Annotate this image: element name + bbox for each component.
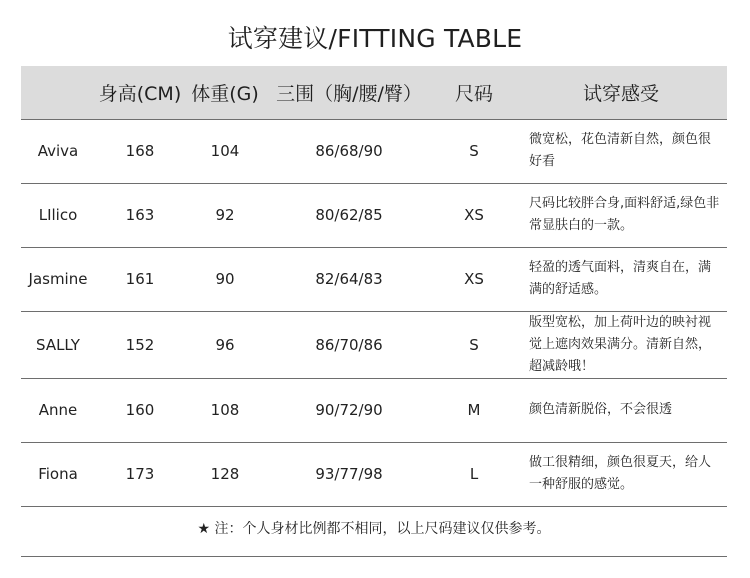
cell-weight: 96 <box>215 335 235 354</box>
table-row <box>21 378 727 442</box>
cell-size: L <box>469 465 479 483</box>
cell-measurements: 80/62/85 <box>315 206 383 224</box>
cell-size: M <box>467 401 481 419</box>
header-height: 身高(CM) <box>98 82 182 105</box>
cell-name: Anne <box>38 401 78 419</box>
cell-name: SALLY <box>36 335 80 354</box>
cell-measurements: 86/68/90 <box>265 119 433 183</box>
cell-height: 168 <box>95 119 185 183</box>
cell-size: S <box>469 335 479 354</box>
fitting-table-container <box>21 66 727 507</box>
cell-weight: 108 <box>210 401 240 419</box>
cell-weight: 128 <box>210 465 240 483</box>
table-row <box>21 119 727 183</box>
table-header-row <box>21 66 727 119</box>
header-feedback: 试穿感受 <box>582 82 659 105</box>
footnote: ★ 注：个人身材比例都不相同，以上尺码建议仅供参考。 <box>21 503 727 557</box>
cell-name: Aviva <box>21 119 95 183</box>
table-row <box>21 311 727 378</box>
header-weight: 体重(G) <box>191 82 259 105</box>
cell-feedback: 尺码比较胖合身,面料舒适,绿色非常显肤白的一款。 <box>529 196 720 233</box>
cell-size: XS <box>464 206 484 224</box>
header-name <box>21 66 95 119</box>
cell-measurements: 86/70/86 <box>315 335 383 354</box>
cell-height: 173 <box>125 465 155 483</box>
cell-measurements: 82/64/83 <box>315 270 383 288</box>
fitting-table <box>21 66 727 507</box>
cell-height: 161 <box>125 270 155 288</box>
cell-feedback: 做工很精细，颜色很夏天，给人一种舒服的感觉。 <box>529 455 712 492</box>
cell-height: 160 <box>125 401 155 419</box>
cell-measurements: 90/72/90 <box>315 401 383 419</box>
cell-height: 163 <box>125 206 155 224</box>
table-row <box>21 442 727 506</box>
cell-height: 152 <box>125 335 155 354</box>
table-row <box>21 247 727 311</box>
cell-size: S <box>433 119 515 183</box>
header-size: 尺码 <box>454 82 493 105</box>
cell-feedback: 轻盈的透气面料，清爽自在，满满的舒适感。 <box>529 260 712 297</box>
cell-weight: 104 <box>185 119 265 183</box>
cell-feedback: 微宽松，花色清新自然，颜色很好看 <box>515 119 727 183</box>
cell-size: XS <box>464 270 484 288</box>
cell-name: Fiona <box>38 465 78 483</box>
header-measurements: 三围（胸/腰/臀） <box>276 82 422 105</box>
cell-measurements: 93/77/98 <box>315 465 383 483</box>
cell-feedback: 颜色清新脱俗，不会很透 <box>529 402 673 417</box>
cell-feedback: 版型宽松，加上荷叶边的映衬视觉上遮肉效果满分。清新自然，超减龄哦！ <box>529 314 712 374</box>
cell-weight: 92 <box>215 206 235 224</box>
table-row <box>21 183 727 247</box>
cell-weight: 90 <box>215 270 235 288</box>
page-title: 试穿建议/FITTING TABLE <box>227 24 523 53</box>
cell-name: Jasmine <box>28 270 88 288</box>
cell-name: LIlico <box>38 206 78 224</box>
